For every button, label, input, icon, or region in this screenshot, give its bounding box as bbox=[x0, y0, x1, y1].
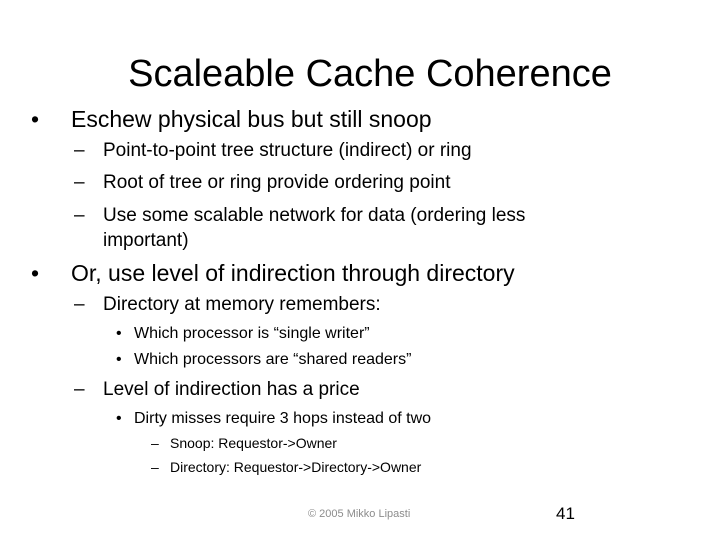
dash-marker: – bbox=[74, 140, 85, 161]
subsubsubitem-directory-path: Directory: Requestor->Directory->Owner bbox=[170, 459, 422, 475]
dash-marker: – bbox=[74, 172, 85, 193]
page-number: 41 bbox=[556, 504, 575, 523]
subitem-directory-memory: Directory at memory remembers: bbox=[103, 294, 381, 315]
dash-marker: – bbox=[74, 379, 85, 400]
subsubsubitem-snoop-path: Snoop: Requestor->Owner bbox=[170, 435, 337, 451]
subsubitem-single-writer: Which processor is “single writer” bbox=[134, 325, 370, 342]
dash-marker: – bbox=[151, 459, 159, 475]
subitem-indirection-price: Level of indirection has a price bbox=[103, 379, 360, 400]
dash-marker: – bbox=[74, 294, 85, 315]
subitem-root-ordering: Root of tree or ring provide ordering point bbox=[103, 172, 451, 193]
dash-marker: – bbox=[151, 435, 159, 451]
subsubitem-dirty-misses: Dirty misses require 3 hops instead of two bbox=[134, 410, 432, 427]
bullet-marker: • bbox=[31, 106, 40, 132]
subsubitem-shared-readers: Which processors are “shared readers” bbox=[134, 351, 412, 368]
subitem-scalable-network-cont: important) bbox=[103, 230, 189, 251]
bullet-marker: • bbox=[31, 260, 40, 286]
slide-title: Scaleable Cache Coherence bbox=[128, 53, 612, 95]
bullet-marker: • bbox=[116, 410, 122, 427]
bullet-marker: • bbox=[116, 325, 122, 342]
bullet-eschew-bus: Eschew physical bus but still snoop bbox=[71, 106, 432, 132]
subitem-point-to-point: Point-to-point tree structure (indirect) or ring bbox=[103, 140, 472, 161]
dash-marker: – bbox=[74, 205, 85, 226]
bullet-marker: • bbox=[116, 351, 122, 368]
subitem-scalable-network: Use some scalable network for data (ordering less bbox=[103, 205, 526, 226]
footer-copyright: © 2005 Mikko Lipasti bbox=[308, 508, 411, 520]
bullet-directory-indirection: Or, use level of indirection through directory bbox=[71, 260, 515, 286]
